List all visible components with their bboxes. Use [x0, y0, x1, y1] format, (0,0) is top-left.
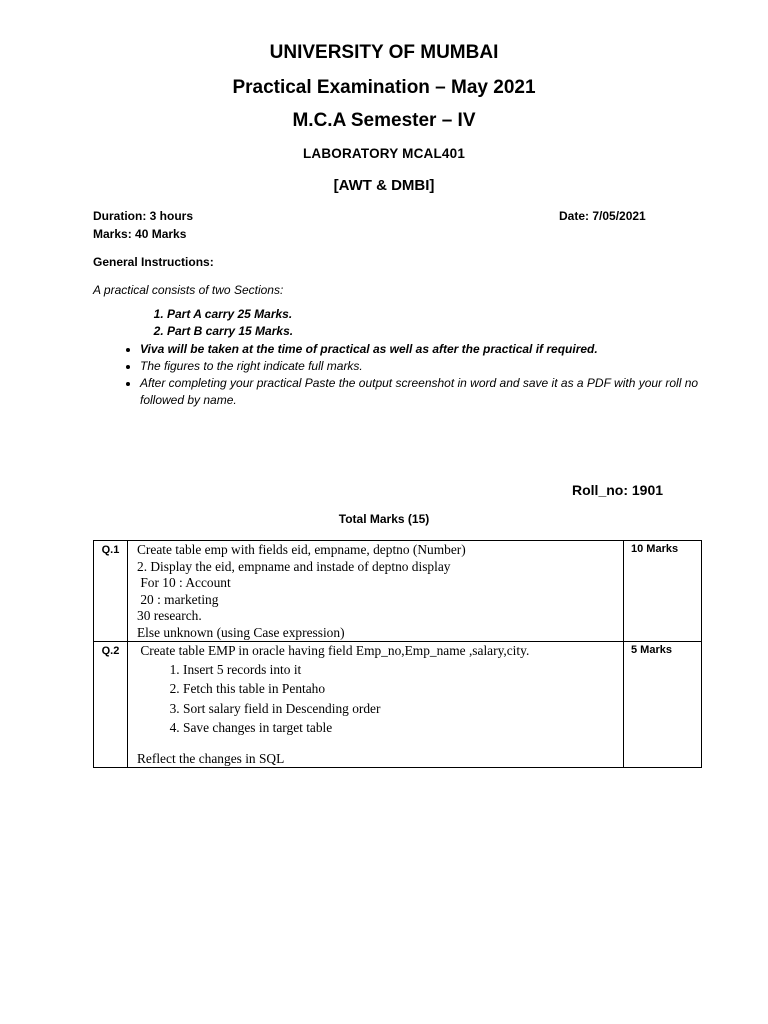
- list-item: 2. Part B carry 15 Marks.: [167, 323, 293, 340]
- question-marks: 5 Marks: [624, 642, 702, 768]
- question-title: Create table EMP in oracle having field Emp_no,Emp_name ,salary,city.: [137, 643, 530, 658]
- exam-title: Practical Examination – May 2021: [232, 77, 536, 98]
- list-item: • Viva will be taken at the time of practical as well as after the practical if required.: [140, 341, 720, 358]
- list-item: 1. Part A carry 25 Marks.: [167, 306, 293, 323]
- question-line: For 10 : Account: [137, 575, 231, 590]
- question-body: [128, 642, 624, 768]
- table-row: [94, 541, 702, 642]
- total-exam-marks: Marks: 40 Marks: [93, 227, 187, 241]
- instructions-heading: General Instructions:: [93, 255, 214, 269]
- question-line: 2. Display the eid, empname and instade of deptno display: [137, 558, 451, 574]
- exam-date: Date: 7/05/2021: [559, 209, 646, 223]
- question-steps: [137, 660, 623, 738]
- list-item: 1. Insert 5 records into it: [183, 660, 623, 680]
- total-marks: Total Marks (15): [338, 512, 430, 526]
- sections-list: [145, 306, 293, 340]
- duration: Duration: 3 hours: [93, 209, 194, 223]
- question-footer: Reflect the changes in SQL: [137, 750, 285, 766]
- question-number: Q.1: [94, 541, 128, 642]
- question-number: Q.2: [94, 642, 128, 768]
- roll-number: Roll_no: 1901: [572, 482, 664, 498]
- question-line: 30 research.: [137, 608, 202, 623]
- lab-code: LABORATORY MCAL401: [302, 146, 466, 161]
- list-item: • The figures to the right indicate full marks.: [140, 358, 720, 375]
- instructions-intro: A practical consists of two Sections:: [93, 283, 284, 297]
- subjects: [AWT & DMBI]: [333, 177, 435, 194]
- university-title: UNIVERSITY OF MUMBAI: [269, 42, 499, 63]
- question-line: Create table emp with fields eid, empname, deptno (Number): [137, 542, 466, 557]
- instructions-bullets: [118, 341, 720, 409]
- question-line: 20 : marketing: [137, 591, 219, 607]
- list-item: 2. Fetch this table in Pentaho: [183, 679, 623, 699]
- questions-table: [93, 540, 702, 768]
- list-item: 3. Sort salary field in Descending order: [183, 699, 623, 719]
- question-marks: 10 Marks: [624, 541, 702, 642]
- semester-title: M.C.A Semester – IV: [292, 110, 476, 131]
- table-row: [94, 642, 702, 768]
- question-line: Else unknown (using Case expression): [137, 624, 345, 640]
- list-item: • After completing your practical Paste the output screenshot in word and save it as a PDF with your roll no followed by name.: [140, 375, 720, 409]
- list-item: 4. Save changes in target table: [183, 718, 623, 738]
- question-body: [128, 541, 624, 642]
